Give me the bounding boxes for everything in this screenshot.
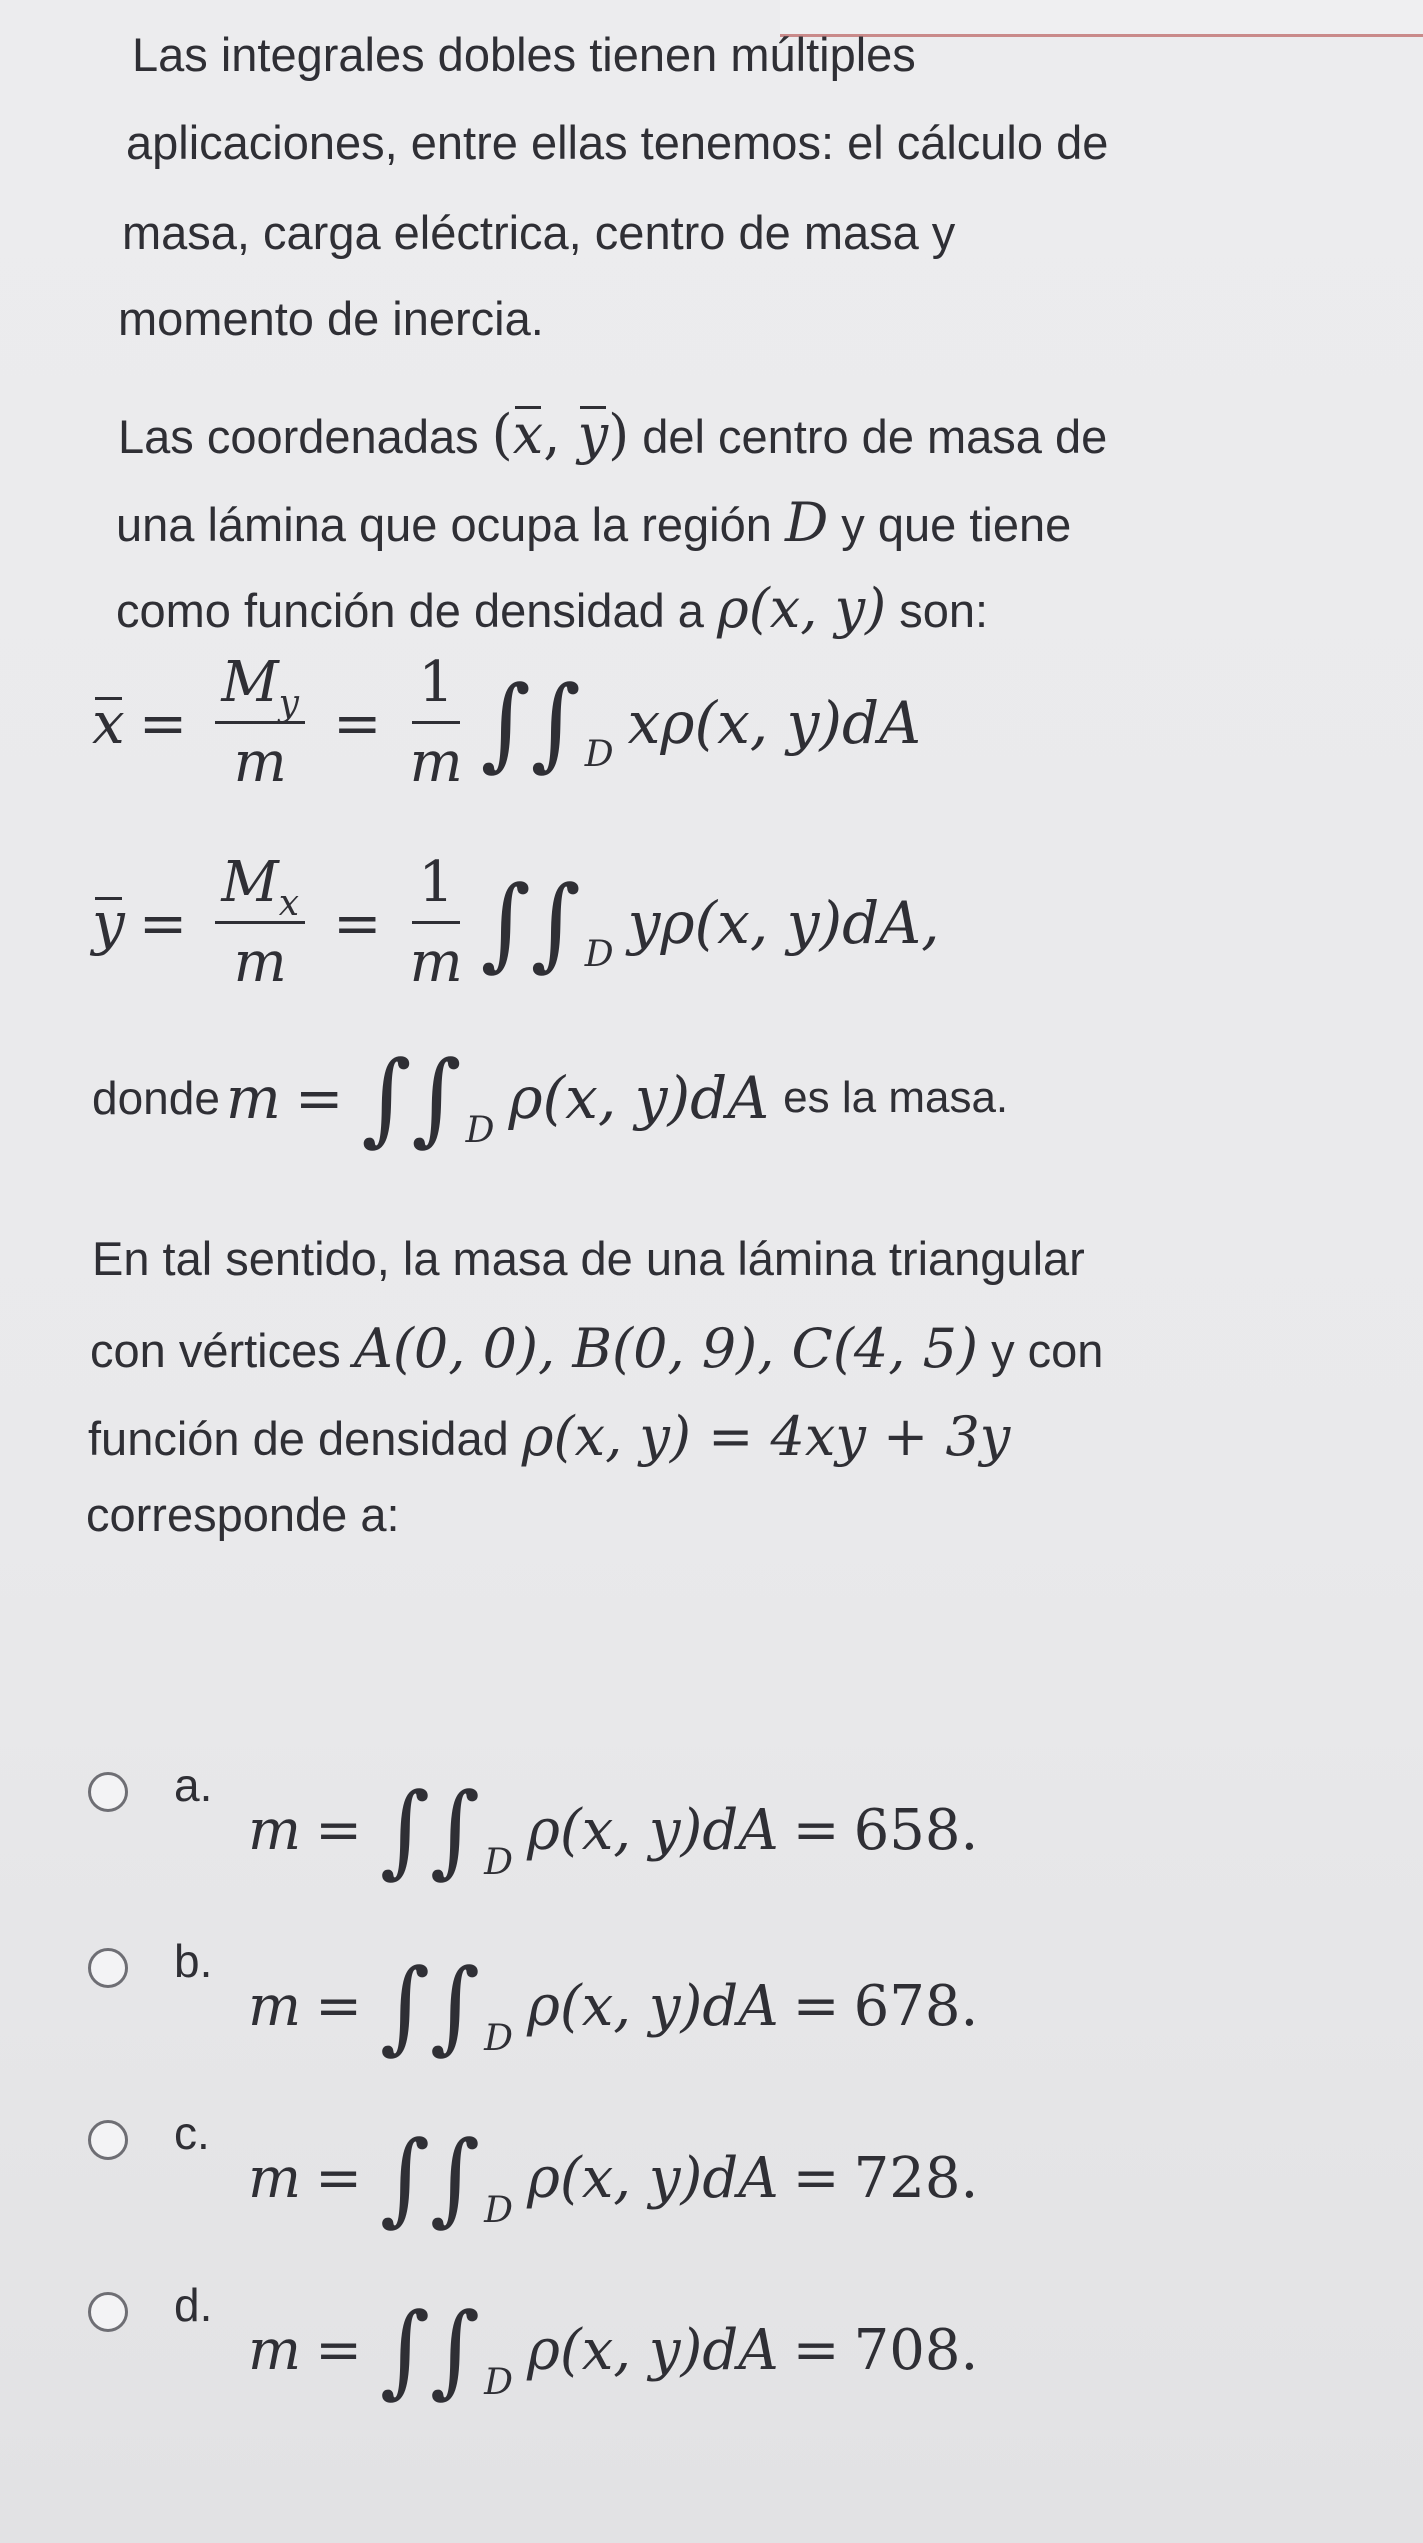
question-line-3 bbox=[88, 1400, 1010, 1476]
intro-line-3: masa, carga eléctrica, centro de masa y bbox=[122, 206, 956, 259]
option-value: 658. bbox=[853, 1797, 979, 1863]
double-integral-icon: ∫∫ bbox=[380, 1947, 481, 2065]
option-formula: m = ∫∫ D ρ(x, y)dA = 658. bbox=[248, 1771, 979, 1889]
double-integral-icon: ∫∫ bbox=[480, 663, 581, 782]
region-subscript: D bbox=[584, 934, 614, 975]
option-formula: m = ∫∫ D ρ(x, y)dA = 678. bbox=[248, 1947, 979, 2065]
radio-button-a[interactable] bbox=[88, 1772, 128, 1812]
answer-option-c[interactable] bbox=[88, 2100, 1088, 2260]
answer-option-a[interactable] bbox=[88, 1752, 1088, 1912]
xbar-formula: x = $\frac{M_y}{m}$ = $\frac{1}{m}$ ∫∫ D xρ(x, y)dA bbox=[92, 650, 922, 795]
question-line-3-a: función de densidad bbox=[88, 1412, 509, 1465]
intro-line-1: Las integrales dobles tienen múltiples bbox=[132, 28, 916, 81]
region-subscript: D bbox=[584, 734, 614, 775]
option-value: 728. bbox=[853, 2145, 979, 2211]
ybar-fraction-mx: $\frac{M_x}{m}$ bbox=[215, 850, 305, 995]
centroid-line-2-b: y que tiene bbox=[841, 498, 1072, 551]
mass-tail: es la masa. bbox=[783, 1073, 1009, 1122]
density-expression: ρ(x, y) = 4xy + 3y bbox=[521, 1405, 1011, 1468]
region-d: D bbox=[784, 491, 829, 554]
ybar-symbol: y bbox=[92, 888, 125, 957]
double-integral-icon: ∫∫ bbox=[380, 2291, 481, 2409]
radio-button-d[interactable] bbox=[88, 2292, 128, 2332]
region-subscript: D bbox=[465, 1109, 495, 1151]
centroid-line-2 bbox=[116, 486, 1071, 562]
centroid-line-2-a: una lámina que ocupa la región bbox=[116, 498, 772, 551]
radio-button-b[interactable] bbox=[88, 1948, 128, 1988]
option-letter: a. bbox=[174, 1759, 213, 1811]
xbar-fraction-1m: $\frac{1}{m}$ bbox=[409, 650, 463, 795]
option-letter: c. bbox=[174, 2107, 210, 2159]
double-integral-icon: ∫∫ bbox=[480, 863, 581, 982]
xbar-integrand: xρ(x, y)dA bbox=[627, 688, 922, 757]
triangle-vertices: A(0, 0), B(0, 9), C(4, 5) bbox=[353, 1317, 979, 1380]
centroid-line-3-b: son: bbox=[899, 584, 989, 637]
question-line-2 bbox=[90, 1312, 1103, 1388]
intro-line-2: aplicaciones, entre ellas tenemos: el cálculo de bbox=[126, 116, 1109, 169]
intro-line-4: momento de inercia. bbox=[118, 292, 544, 345]
radio-button-c[interactable] bbox=[88, 2120, 128, 2160]
double-integral-icon: ∫∫ bbox=[380, 1771, 481, 1889]
centroid-line-1 bbox=[118, 398, 1107, 474]
option-value: 678. bbox=[853, 1973, 979, 2039]
centroid-line-3 bbox=[116, 572, 988, 648]
option-letter: d. bbox=[174, 2279, 213, 2331]
xbar-fraction-my: $\frac{M_y}{m}$ bbox=[215, 650, 305, 795]
centroid-line-1-a: Las coordenadas bbox=[118, 410, 479, 463]
ybar-fraction-1m: $\frac{1}{m}$ bbox=[409, 850, 463, 995]
mass-definition: donde m = ∫∫ D ρ(x, y)dA es la masa. bbox=[92, 1039, 1009, 1157]
option-formula: m = ∫∫ D ρ(x, y)dA = 728. bbox=[248, 2119, 979, 2237]
question-line-1: En tal sentido, la masa de una lámina triangular bbox=[92, 1232, 1085, 1285]
density-function: ρ(x, y) bbox=[716, 577, 887, 640]
double-integral-icon: ∫∫ bbox=[361, 1039, 462, 1157]
option-value: 708. bbox=[853, 2317, 979, 2383]
question-line-4: corresponde a: bbox=[86, 1488, 400, 1541]
centroid-line-1-b: del centro de masa de bbox=[642, 410, 1108, 463]
ybar-integrand: yρ(x, y)dA, bbox=[627, 888, 940, 957]
centroid-line-3-a: como función de densidad a bbox=[116, 584, 704, 637]
option-letter: b. bbox=[174, 1935, 213, 1987]
answer-option-d[interactable] bbox=[88, 2272, 1088, 2432]
donde-label: donde bbox=[92, 1072, 220, 1124]
option-formula: m = ∫∫ D ρ(x, y)dA = 708. bbox=[248, 2291, 979, 2409]
mass-integrand: ρ(x, y)dA bbox=[508, 1064, 770, 1132]
xbar-symbol: x bbox=[92, 688, 125, 757]
ybar-formula: y = $\frac{M_x}{m}$ = $\frac{1}{m}$ ∫∫ D yρ(x, y)dA, bbox=[92, 850, 940, 995]
centroid-coords: (x, y) bbox=[492, 403, 629, 466]
question-line-2-b: y con bbox=[991, 1324, 1104, 1377]
answer-option-b[interactable] bbox=[88, 1928, 1088, 2088]
double-integral-icon: ∫∫ bbox=[380, 2119, 481, 2237]
question-line-2-a: con vértices bbox=[90, 1324, 341, 1377]
